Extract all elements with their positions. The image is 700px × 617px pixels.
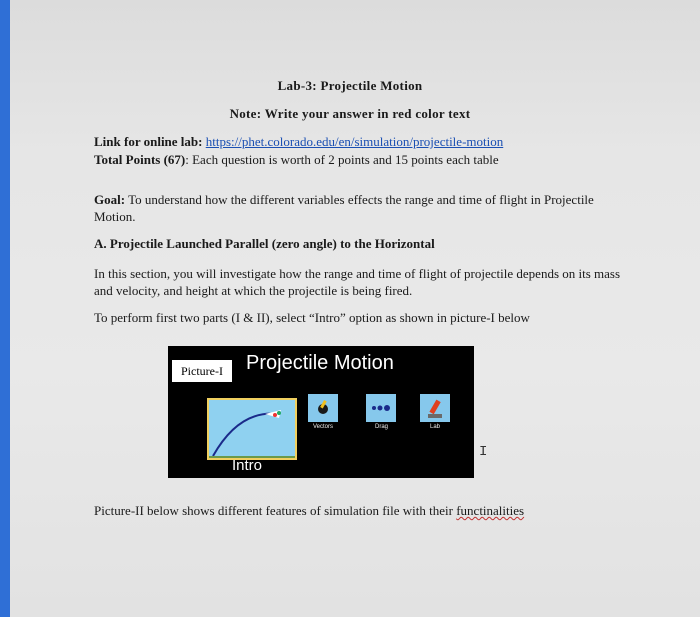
- drag-screen-thumbnail[interactable]: [366, 394, 396, 422]
- drag-dots-icon: [366, 394, 396, 422]
- goal-paragraph: [94, 191, 634, 225]
- picture-ii-caption: [94, 503, 524, 519]
- picture-ii-text: Picture-II below shows different features of simulation file with their: [94, 503, 457, 518]
- lab-label: Lab: [430, 424, 441, 430]
- text-cursor-icon: I: [479, 444, 488, 460]
- picture-label: Picture-I: [172, 360, 232, 382]
- points-text: : Each question is worth of 2 points and 15 points each table: [185, 152, 499, 167]
- instruction-note: Note: Write your answer in red color text: [229, 106, 471, 121]
- points-label: Total Points (67): [94, 152, 186, 167]
- goal-label: Goal:: [94, 192, 126, 207]
- vectors-screen-thumbnail[interactable]: [308, 394, 338, 422]
- trajectory-icon: [209, 400, 295, 458]
- link-label: Link for online lab:: [94, 134, 203, 149]
- sim-app-title: Projectile Motion: [246, 352, 394, 374]
- drag-label: Drag: [375, 424, 389, 430]
- cannon-icon: [308, 394, 338, 422]
- goal-text: To understand how the different variables effects the range and time of flight in Projectile Motion.: [94, 192, 594, 224]
- intro-instruction: To perform first two parts (I & II), select “Intro” option as shown in picture-I below: [94, 310, 530, 325]
- lab-screen-thumbnail[interactable]: [420, 394, 450, 422]
- section-a-paragraph: In this section, you will investigate how the range and time of flight of projectile depends on its mass and velocity, and height at which the projectile is being fired.: [94, 266, 621, 298]
- cannon-lab-icon: [420, 394, 450, 422]
- document-title: Lab-3: Projectile Motion: [277, 78, 423, 93]
- intro-label: Intro: [232, 457, 263, 474]
- vectors-label: Vectors: [313, 424, 334, 430]
- lab-link[interactable]: https://phet.colorado.edu/en/simulation/projectile-motion: [205, 134, 504, 149]
- misspelled-word: functinalities: [456, 503, 525, 518]
- intro-screen-thumbnail[interactable]: [207, 398, 297, 460]
- link-line: [94, 134, 503, 150]
- section-a-heading: A. Projectile Launched Parallel (zero angle) to the Horizontal: [94, 236, 435, 251]
- points-line: [94, 152, 499, 168]
- picture-i-figure: [168, 346, 474, 478]
